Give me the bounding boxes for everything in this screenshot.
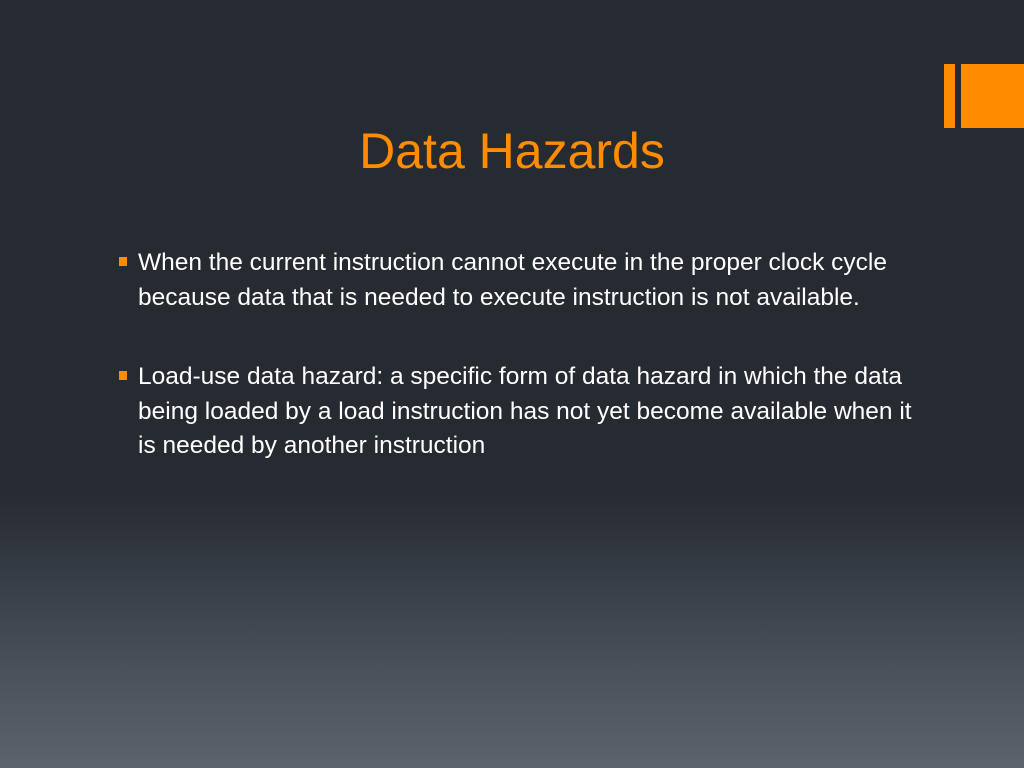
bullet-text: Load-use data hazard: a specific form of data hazard in which the data being loaded by a load instruction has not yet become available when it is needed by another instruction — [138, 363, 912, 459]
bullet-text: When the current instruction cannot execute in the proper clock cycle because data that is needed to execute instruction is not available. — [138, 249, 887, 311]
square-bullet-icon — [119, 371, 127, 380]
slide-title: Data Hazards — [359, 123, 665, 179]
bullet-item — [118, 360, 918, 464]
bullet-item — [118, 246, 918, 315]
bullet-list — [118, 246, 918, 509]
square-bullet-icon — [119, 257, 127, 266]
